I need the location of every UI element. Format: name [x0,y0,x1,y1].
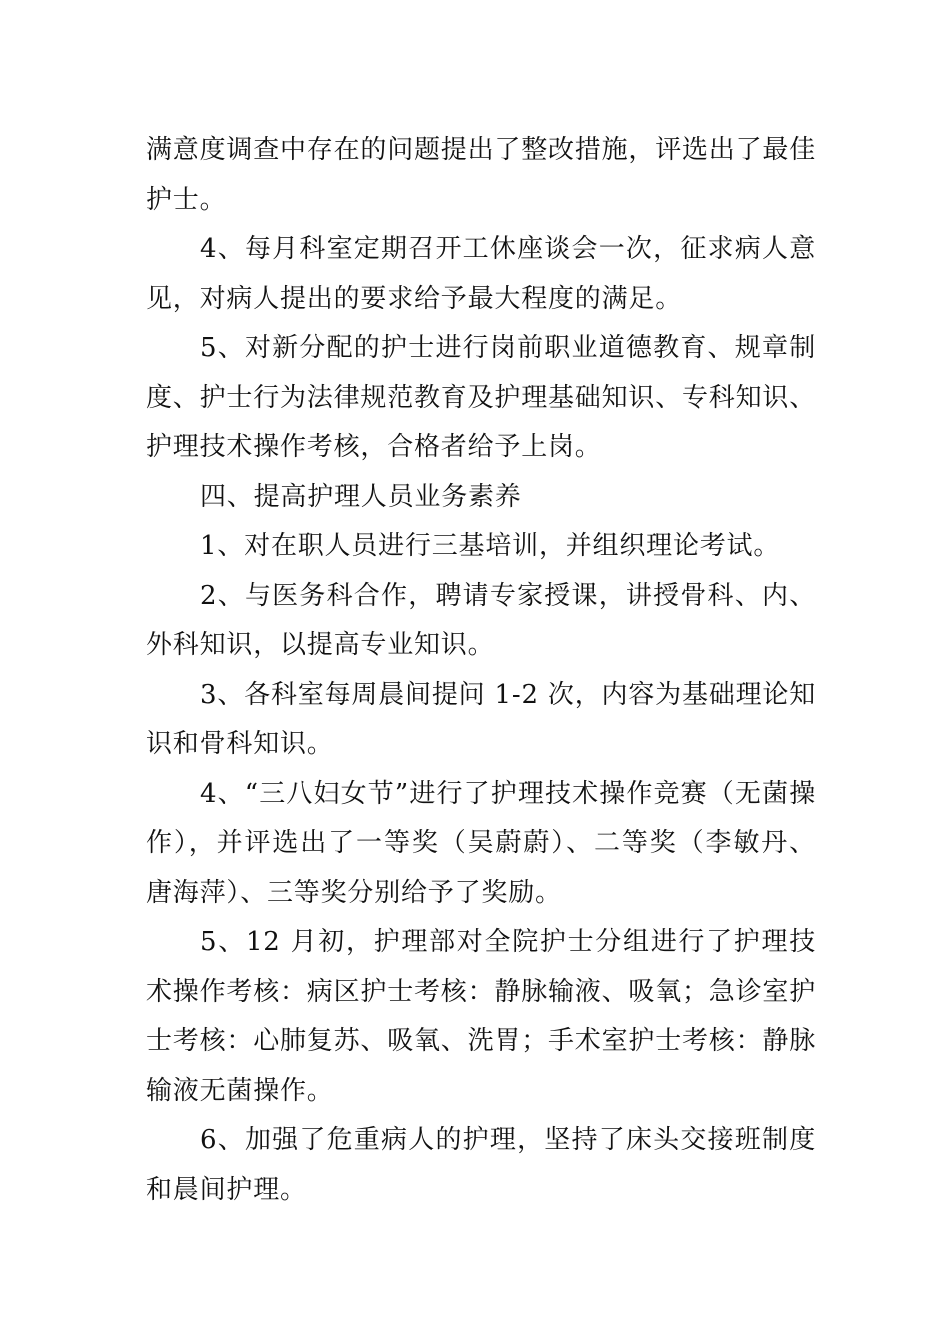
section-heading: 四、提高护理人员业务素养 [200,481,522,512]
paragraph-3: 5、对新分配的护士进行岗前职业道德教育、规章制度、护士行为法律规范教育及护理基础知识、专科知识、护理技术操作考核，合格者给予上岗。 [146,333,817,462]
paragraph-6: 2、与医务科合作，聘请专家授课，讲授骨科、内、外科知识，以提高专业知识。 [146,580,816,660]
document-body [146,126,816,1215]
paragraph-9: 5、12 月初，护理部对全院护士分组进行了护理技术操作考核：病区护士考核：静脉输液、吸氧；急诊室护士考核：心肺复苏、吸氧、洗胃；手术室护士考核：静脉输液无菌操作。 [146,927,817,1106]
paragraph-8: 4、“三八妇女节”进行了护理技术操作竞赛（无菌操作），并评选出了一等奖（吴蔚蔚）、二等奖（李敏丹、唐海萍）、三等奖分别给予了奖励。 [146,778,816,908]
paragraph-1: 满意度调查中存在的问题提出了整改措施，评选出了最佳护士。 [146,135,817,215]
paragraph-2: 4、每月科室定期召开工休座谈会一次，征求病人意见，对病人提出的要求给予最大程度的满足。 [146,234,816,314]
paragraph-5: 1、对在职人员进行三基培训，并组织理论考试。 [200,531,781,561]
paragraph-7: 3、各科室每周晨间提问 1-2 次，内容为基础理论知识和骨科知识。 [146,679,816,759]
paragraph-10: 6、加强了危重病人的护理，坚持了床头交接班制度和晨间护理。 [146,1125,816,1205]
